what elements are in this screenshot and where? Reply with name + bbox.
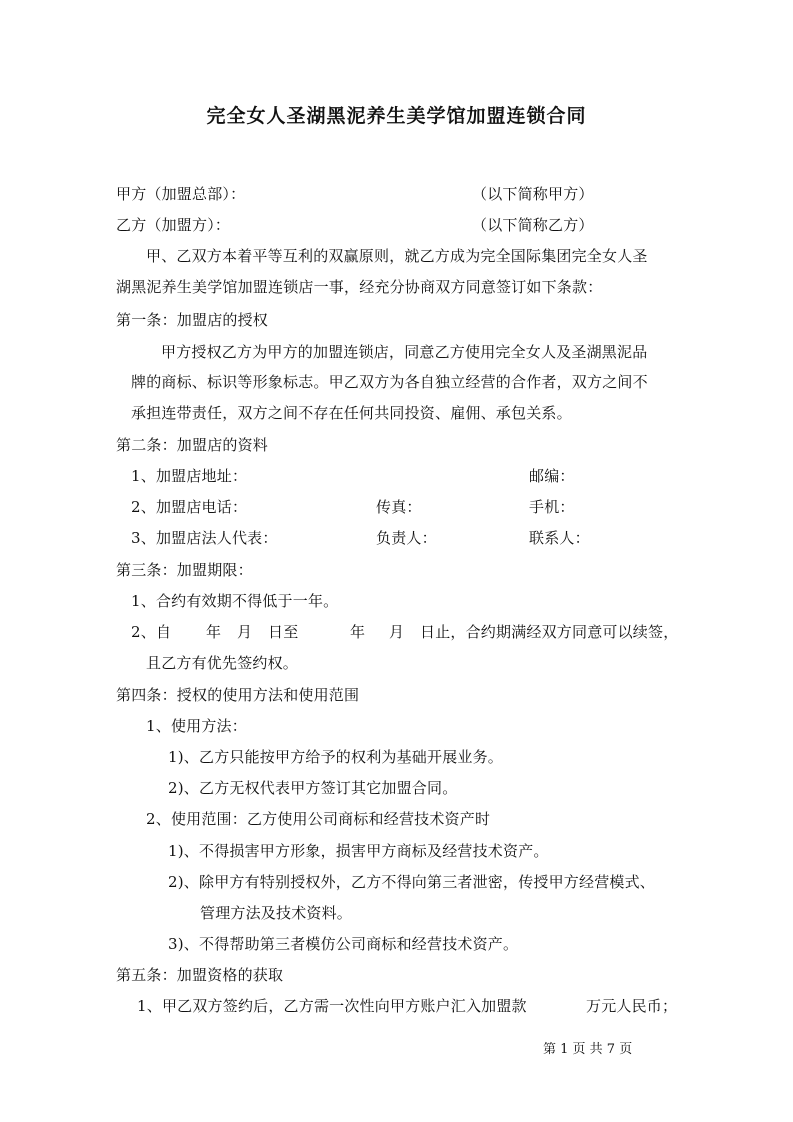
article1-line: 牌的商标、标识等形象标志。甲乙双方为各自独立经营的合作者，双方之间不	[131, 373, 648, 391]
store-address-label: 1、加盟店地址：	[131, 467, 248, 485]
term-month-end: 月	[389, 623, 405, 641]
term-month-start: 月	[237, 623, 253, 641]
usage-method-item: 2)、乙方无权代表甲方签订其它加盟合同。	[168, 779, 458, 797]
article5-heading: 第五条：加盟资格的获取	[116, 966, 284, 984]
page-number: 第 1 页 共 7 页	[543, 1042, 633, 1057]
document-title: 完全女人圣湖黑泥养生美学馆加盟连锁合同	[206, 105, 587, 127]
term-item-2-cont: 且乙方有优先签约权。	[146, 654, 299, 672]
term-day-start: 日至	[268, 623, 299, 641]
franchise-fee-unit: 万元人民币；	[586, 997, 678, 1015]
article3-heading: 第三条：加盟期限：	[116, 561, 253, 579]
store-phone-label: 2、加盟店电话：	[131, 498, 248, 516]
party-b-note: （以下简称乙方）	[472, 216, 594, 234]
article1-heading: 第一条：加盟店的授权	[116, 311, 269, 329]
postcode-label: 邮编：	[529, 467, 575, 485]
term-item-1: 1、合约有效期不得低于一年。	[131, 592, 339, 610]
preamble-line: 甲、乙双方本着平等互利的双赢原则，就乙方成为完全国际集团完全女人圣	[146, 247, 648, 265]
usage-scope-item: 2)、除甲方有特别授权外，乙方不得向第三者泄密，传授甲方经营模式、	[168, 873, 655, 891]
preamble-line: 湖黑泥养生美学馆加盟连锁店一事，经充分协商双方同意签订如下条款：	[116, 278, 603, 296]
manager-label: 负责人：	[376, 529, 437, 547]
usage-scope-item-cont: 管理方法及技术资料。	[200, 904, 353, 922]
party-a-note: （以下简称甲方）	[472, 185, 594, 203]
usage-method-item: 1)、乙方只能按甲方给予的权利为基础开展业务。	[168, 748, 503, 766]
contact-label: 联系人：	[529, 529, 590, 547]
fax-label: 传真：	[376, 498, 422, 516]
article1-line: 甲方授权乙方为甲方的加盟连锁店，同意乙方使用完全女人及圣湖黑泥品	[161, 343, 648, 361]
article2-heading: 第二条：加盟店的资料	[116, 436, 269, 454]
term-year-start: 年	[206, 623, 222, 641]
term-year-end: 年	[350, 623, 366, 641]
term-day-end: 日止，合约期满经双方同意可以续签，	[420, 623, 679, 641]
usage-scope-label: 2、使用范围：乙方使用公司商标和经营技术资产时	[146, 810, 491, 828]
legal-rep-label: 3、加盟店法人代表：	[131, 529, 278, 547]
term-item-2-prefix: 2、自	[131, 623, 172, 641]
party-b-label: 乙方（加盟方）：	[116, 216, 231, 234]
usage-method-label: 1、使用方法：	[146, 717, 247, 735]
article1-line: 承担连带责任，双方之间不存在任何共同投资、雇佣、承包关系。	[131, 404, 572, 422]
franchise-fee-text: 1、甲乙双方签约后，乙方需一次性向甲方账户汇入加盟款	[137, 997, 527, 1015]
mobile-label: 手机：	[529, 498, 575, 516]
party-a-label: 甲方（加盟总部）：	[116, 185, 246, 203]
usage-scope-item: 3)、不得帮助第三者模仿公司商标和经营技术资产。	[168, 935, 519, 953]
usage-scope-item: 1)、不得损害甲方形象，损害甲方商标及经营技术资产。	[168, 842, 549, 860]
article4-heading: 第四条：授权的使用方法和使用范围	[116, 686, 360, 704]
